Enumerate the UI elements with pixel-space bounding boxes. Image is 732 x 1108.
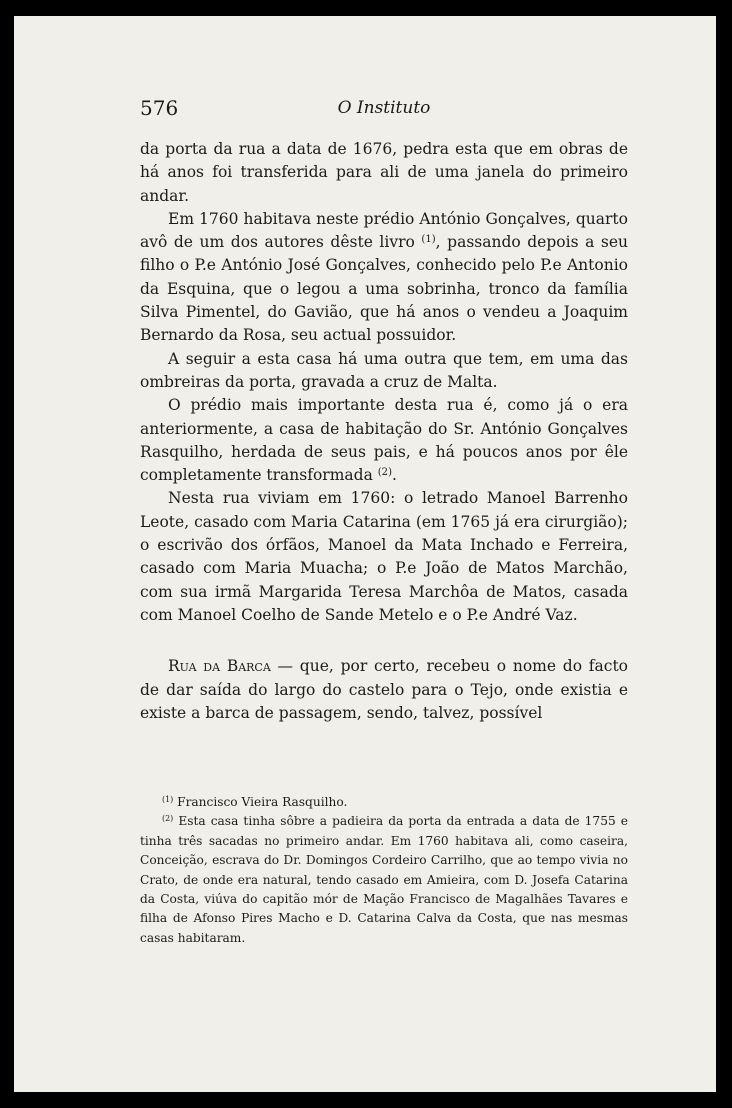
paragraph-2-text-b: , passando depois a seu filho o P.e António José Gonçalves, conhecido pelo P.e Antonio da Esquina, que o legou a uma sobrinha, tronco da família Silva Pimentel, do Gavião, que há anos o vendeu a Joaquim Bernardo da Rosa, seu actual possuidor. <box>140 233 628 345</box>
street-heading: Rua da Barca <box>168 657 271 676</box>
footnote-1-marker: (1) <box>162 795 174 805</box>
footnote-1 <box>140 793 628 812</box>
footnote-ref-1: (1) <box>421 234 436 246</box>
footnote-2 <box>140 812 628 948</box>
paragraph-4-text-b: . <box>392 466 397 485</box>
footnote-1-text: Francisco Vieira Rasquilho. <box>173 795 348 809</box>
paragraph-4-text-a: O prédio mais importante desta rua é, como já o era anteriormente, a casa de habitação do Sr. António Gonçalves Rasquilho, herdada de seus pais, e há poucos anos por êle completamente transformada <box>140 396 628 485</box>
section-spacer <box>140 627 628 655</box>
book-page <box>14 16 716 1092</box>
paragraph-2 <box>140 208 628 348</box>
paragraph-1: da porta da rua a data de 1676, pedra esta que em obras de há anos foi transferida para ali de uma janela do primeiro andar. <box>140 140 628 205</box>
paragraph-3: A seguir a esta casa há uma outra que tem, em uma das ombreiras da porta, gravada a cruz de Malta. <box>140 349 628 391</box>
paragraph-6 <box>140 655 628 725</box>
page-header <box>140 92 628 124</box>
footnote-2-marker: (2) <box>162 814 174 824</box>
paragraph-2-text-a: Em 1760 habitava neste prédio António Gonçalves, quarto avô de um dos autores dêste livro <box>140 209 628 252</box>
footnote-2-text: Esta casa tinha sôbre a padieira da porta da entrada a data de 1755 e tinha três sacadas no primeiro andar. Em 1760 habitava ali, como caseira, Conceição, escrava do Dr. Domingos Cordeiro Carrilho, que ao tempo vivia no Crato, de onde era natural, tendo casado em Amieira, com D. Josefa Catarina da Costa, viúva do capitão mór de Mação Francisco de Magalhães Tavares e filha de Afonso Pires Macho e D. Catarina Calva da Costa, que nas mesmas casas habitaram. <box>140 814 628 945</box>
footnotes <box>140 793 628 948</box>
footnote-ref-2: (2) <box>377 467 393 479</box>
page-number: 576 <box>140 96 179 120</box>
paragraph-6-text: — que, por certo, recebeu o nome do facto de dar saída do largo do castelo para o Tejo, onde existia e existe a barca de passagem, sendo, talvez, possível <box>140 657 629 722</box>
paragraph-4 <box>140 394 628 487</box>
body-text <box>140 138 628 725</box>
running-title: O Instituto <box>337 98 431 118</box>
paragraph-5: Nesta rua viviam em 1760: o letrado Manoel Barrenho Leote, casado com Maria Catarina (em 1765 já era cirurgião); o escrivão dos órfãos, Manoel da Mata Inchado e Ferreira, casado com Maria Muacha; o P.e João de Matos Marchão, com sua irmã Margarida Teresa Marchôa de Matos, casada com Manoel Coelho de Sande Metelo e o P.e André Vaz. <box>140 489 628 624</box>
